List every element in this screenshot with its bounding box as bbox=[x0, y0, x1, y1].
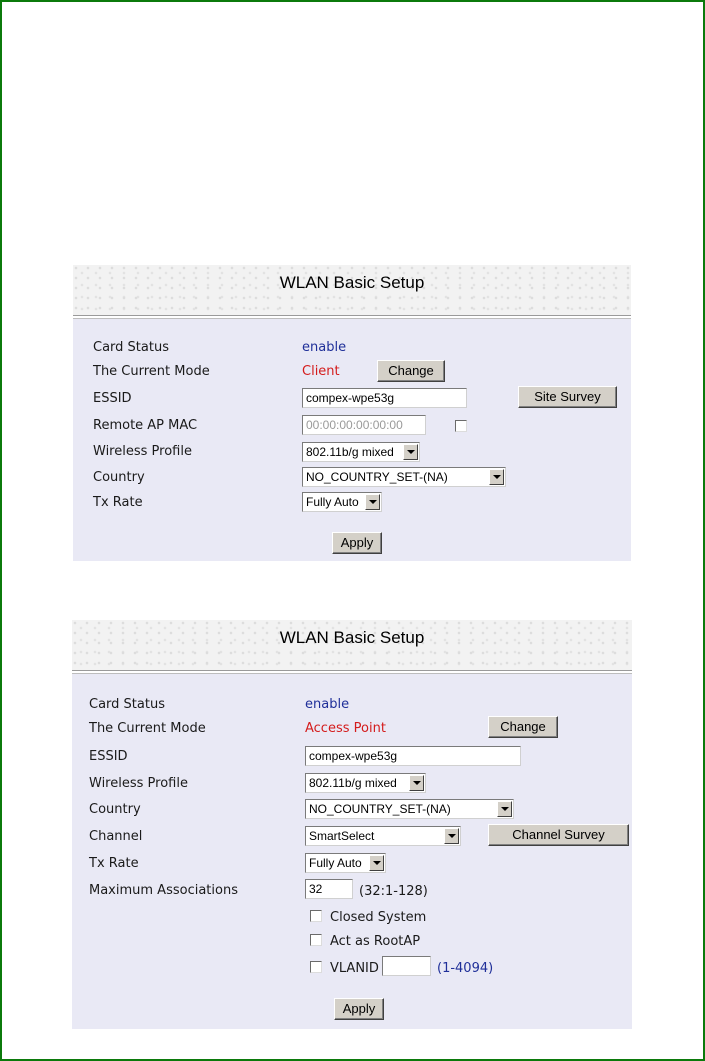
max-associations-input[interactable]: 32 bbox=[305, 879, 353, 899]
apply-button[interactable]: Apply bbox=[332, 532, 382, 554]
vlanid-input[interactable] bbox=[382, 956, 431, 976]
channel-selected: SmartSelect bbox=[309, 829, 375, 843]
essid-label: ESSID bbox=[89, 749, 128, 764]
wireless-profile-label: Wireless Profile bbox=[89, 776, 188, 791]
country-label: Country bbox=[93, 470, 145, 485]
remote-ap-mac-label: Remote AP MAC bbox=[93, 418, 198, 433]
remote-ap-mac-checkbox[interactable] bbox=[455, 420, 467, 432]
act-as-rootap-checkbox[interactable] bbox=[310, 934, 322, 946]
wireless-profile-select[interactable] bbox=[305, 773, 426, 793]
vlanid-checkbox[interactable] bbox=[310, 961, 322, 973]
header-divider bbox=[73, 315, 631, 319]
wireless-profile-label: Wireless Profile bbox=[93, 444, 192, 459]
channel-select[interactable] bbox=[305, 826, 461, 846]
panel-header bbox=[72, 620, 632, 670]
wlan-setup-panel-access-point bbox=[72, 620, 632, 1029]
panel-title: WLAN Basic Setup bbox=[279, 628, 425, 647]
tx-rate-select[interactable] bbox=[302, 492, 382, 512]
essid-label: ESSID bbox=[93, 391, 132, 406]
chevron-down-icon bbox=[489, 469, 504, 485]
tx-rate-selected: Fully Auto bbox=[306, 495, 359, 509]
wireless-profile-selected: 802.11b/g mixed bbox=[306, 445, 394, 459]
card-status-value: enable bbox=[302, 340, 347, 355]
max-associations-range: (32:1-128) bbox=[359, 884, 428, 899]
current-mode-value: Client bbox=[302, 364, 340, 379]
card-status-value: enable bbox=[305, 697, 350, 712]
wireless-profile-selected: 802.11b/g mixed bbox=[309, 776, 397, 790]
country-select[interactable] bbox=[302, 467, 506, 487]
channel-survey-button[interactable]: Channel Survey bbox=[488, 824, 629, 846]
tx-rate-selected: Fully Auto bbox=[309, 856, 362, 870]
tx-rate-select[interactable] bbox=[305, 853, 386, 873]
act-as-rootap-label: Act as RootAP bbox=[330, 934, 421, 949]
vlanid-range: (1-4094) bbox=[437, 961, 494, 976]
current-mode-label: The Current Mode bbox=[93, 364, 210, 379]
country-selected: NO_COUNTRY_SET-(NA) bbox=[306, 470, 448, 484]
essid-input[interactable]: compex-wpe53g bbox=[302, 388, 467, 408]
wlan-setup-panel-client bbox=[73, 265, 631, 561]
panel-header bbox=[73, 265, 631, 315]
chevron-down-icon bbox=[444, 828, 459, 844]
chevron-down-icon bbox=[497, 801, 512, 817]
essid-input[interactable]: compex-wpe53g bbox=[305, 746, 521, 766]
chevron-down-icon bbox=[409, 775, 424, 791]
site-survey-button[interactable]: Site Survey bbox=[518, 386, 617, 408]
apply-button[interactable]: Apply bbox=[334, 998, 384, 1020]
tx-rate-label: Tx Rate bbox=[89, 856, 139, 871]
chevron-down-icon bbox=[365, 494, 380, 510]
chevron-down-icon bbox=[403, 444, 418, 460]
country-label: Country bbox=[89, 802, 141, 817]
vlanid-label: VLANID bbox=[330, 961, 379, 976]
change-mode-button[interactable]: Change bbox=[377, 360, 445, 382]
remote-ap-mac-input[interactable]: 00:00:00:00:00:00 bbox=[302, 415, 426, 435]
card-status-label: Card Status bbox=[93, 340, 169, 355]
header-divider bbox=[72, 670, 632, 674]
wireless-profile-select[interactable] bbox=[302, 442, 420, 462]
panel-title: WLAN Basic Setup bbox=[279, 273, 425, 292]
chevron-down-icon bbox=[369, 855, 384, 871]
country-selected: NO_COUNTRY_SET-(NA) bbox=[309, 802, 451, 816]
change-mode-button[interactable]: Change bbox=[488, 716, 558, 738]
tx-rate-label: Tx Rate bbox=[93, 495, 143, 510]
current-mode-label: The Current Mode bbox=[89, 721, 206, 736]
channel-label: Channel bbox=[89, 829, 143, 844]
max-associations-label: Maximum Associations bbox=[89, 883, 238, 898]
closed-system-checkbox[interactable] bbox=[310, 910, 322, 922]
card-status-label: Card Status bbox=[89, 697, 165, 712]
closed-system-label: Closed System bbox=[330, 910, 427, 925]
current-mode-value: Access Point bbox=[305, 721, 386, 736]
country-select[interactable] bbox=[305, 799, 514, 819]
